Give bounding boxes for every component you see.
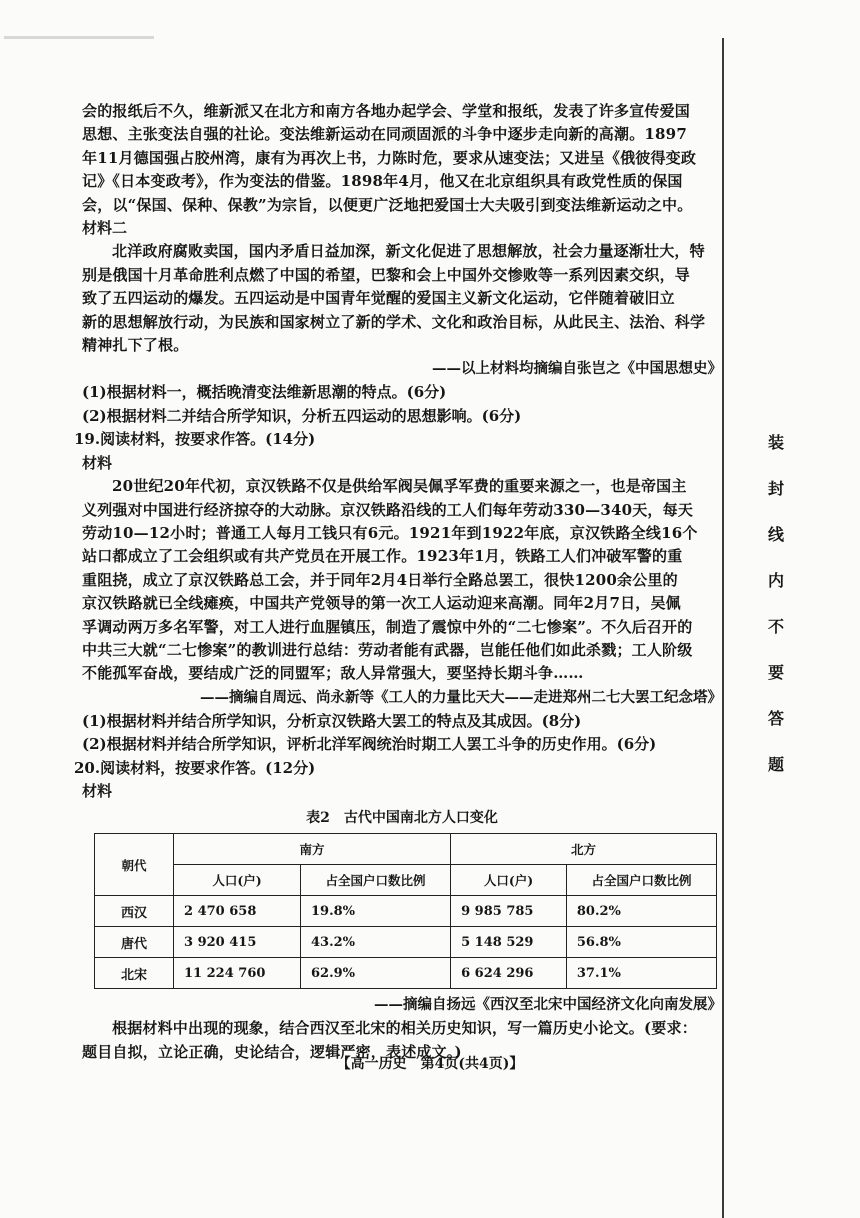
text-line: 重阻挠，成立了京汉铁路总工会，并于同年2月4日举行全路总罢工，很快1200余公里的 xyxy=(82,570,678,589)
text-line: 北洋政府腐败卖国，国内矛盾日益加深，新文化促进了思想解放，社会力量逐渐壮大，特 xyxy=(112,242,705,261)
header-north-pop: 人口(户) xyxy=(451,865,567,896)
text-line: 京汉铁路就已全线瘫痪，中国共产党领导的第一次工人运动迎来高潮。同年2月7日，吴佩 xyxy=(82,594,681,613)
text-line: 新的思想解放行动，为民族和国家树立了新的学术、文化和政治目标，从此民主、法治、科学 xyxy=(82,312,706,331)
text-line: 年11月德国强占胶州湾，康有为再次上书，力陈时危，要求从速变法；又进呈《俄彼得变政 xyxy=(82,148,697,167)
material-2-title: 材料二 xyxy=(82,219,128,238)
material-1-continued xyxy=(82,100,722,217)
cell-north-pop: 9 985 785 xyxy=(451,896,567,927)
binding-char: 答 xyxy=(767,709,784,728)
cell-south-pop: 3 920 415 xyxy=(174,927,301,958)
text-line: 致了五四运动的爆发。五四运动是中国青年觉醒的爱国主义新文化运动，它伴随着破旧立 xyxy=(82,289,675,308)
text-line: 精神扎下了根。 xyxy=(82,336,189,355)
text-line: 劳动10—12小时；普通工人每月工钱只有6元。1921年到1922年底，京汉铁路全线16个 xyxy=(82,523,698,542)
table-caption: 表2 古代中国南北方人口变化 xyxy=(306,810,498,827)
cell-south-pop: 11 224 760 xyxy=(174,958,301,989)
text-line: 中共三大就“二七惨案”的教训进行总结：劳动者能有武器，岂能任他们如此杀戮；工人阶级 xyxy=(82,640,693,659)
text-line: 义列强对中国进行经济掠夺的大动脉。京汉铁路沿线的工人们每年劳动330—340天，每天 xyxy=(82,500,694,519)
cell-south-pop: 2 470 658 xyxy=(174,896,301,927)
table-subheader-row xyxy=(95,865,717,896)
table-row xyxy=(95,927,717,958)
page-content xyxy=(74,100,722,1064)
cell-dynasty: 西汉 xyxy=(95,896,174,927)
binding-char: 内 xyxy=(767,571,784,590)
binding-char: 题 xyxy=(767,755,784,774)
cell-north-ratio: 80.2% xyxy=(566,896,716,927)
material-19 xyxy=(82,475,722,686)
cell-dynasty: 唐代 xyxy=(95,927,174,958)
binding-char: 装 xyxy=(767,433,784,452)
text-line: 记》《日本变政考》，作为变法的借鉴。1898年4月，他又在北京组织具有政党性质的保国 xyxy=(82,172,683,191)
text-line: 站口都成立了工会组织或有共产党员在开展工作。1923年1月，铁路工人们冲破军警的重 xyxy=(82,547,683,566)
source-citation: ——摘编自扬远《西汉至北宋中国经济文化向南发展》 xyxy=(374,996,722,1014)
binding-notice xyxy=(766,430,786,798)
question-19-2: (2)根据材料并结合所学知识，评析北洋军阀统治时期工人罢工斗争的历史作用。(6分) xyxy=(82,735,657,754)
text-line: 会的报纸后不久，维新派又在北方和南方各地办起学会、学堂和报纸，发表了许多宣传爱国 xyxy=(82,102,691,120)
cell-north-pop: 5 148 529 xyxy=(451,927,567,958)
header-north-ratio: 占全国户口数比例 xyxy=(566,865,716,896)
cell-north-pop: 6 624 296 xyxy=(451,958,567,989)
material-2 xyxy=(82,240,722,357)
table-row xyxy=(95,958,717,989)
material-label: 材料 xyxy=(82,781,113,800)
text-line: 20世纪20年代初，京汉铁路不仅是供给军阀吴佩孚军费的重要来源之一，也是帝国主 xyxy=(112,477,687,496)
header-north: 北方 xyxy=(451,834,717,865)
text-line: 会，以“保国、保种、保教”为宗旨，以便更广泛地把爱国士大夫吸引到变法维新运动之中。 xyxy=(82,195,693,214)
text-line: 题目自拟，立论正确，史论结合，逻辑严密，表述成文。) xyxy=(82,1042,462,1061)
question-20-heading: 20.阅读材料，按要求作答。(12分) xyxy=(74,758,316,777)
text-line: 根据材料中出现的现象，结合西汉至北宋的相关历史知识，写一篇历史小论文。(要求： xyxy=(112,1019,697,1038)
question-18-2: (2)根据材料二并结合所学知识，分析五四运动的思想影响。(6分) xyxy=(82,406,522,425)
header-dynasty: 朝代 xyxy=(95,834,174,896)
binding-char: 线 xyxy=(767,525,784,544)
binding-line xyxy=(722,38,724,1218)
population-table xyxy=(94,833,717,989)
text-line: 不能孤军奋战，要结成广泛的同盟军；敌人异常强大，要坚持长期斗争…… xyxy=(82,664,584,683)
question-19-heading: 19.阅读材料，按要求作答。(14分) xyxy=(74,430,316,449)
table-header-row xyxy=(95,834,717,865)
text-line: 思想、主张变法自强的社论。变法维新运动在同顽固派的斗争中逐步走向新的高潮。1897 xyxy=(82,125,687,144)
source-citation: ——以上材料均摘编自张岂之《中国思想史》 xyxy=(432,360,722,378)
question-18-1: (1)根据材料一，概括晚清变法维新思潮的特点。(6分) xyxy=(82,383,447,402)
cell-north-ratio: 56.8% xyxy=(566,927,716,958)
scan-mark xyxy=(4,36,154,39)
binding-char: 封 xyxy=(767,479,784,498)
text-line: 别是俄国十月革命胜利点燃了中国的希望，巴黎和会上中国外交惨败等一系列因素交织，导 xyxy=(82,265,691,284)
header-south-ratio: 占全国户口数比例 xyxy=(301,865,451,896)
cell-south-ratio: 43.2% xyxy=(301,927,451,958)
text-line: 孚调动两万多名军警，对工人进行血腥镇压，制造了震惊中外的“二七惨案”。不久后召开的 xyxy=(82,617,693,636)
binding-char: 要 xyxy=(767,663,784,682)
table-row xyxy=(95,896,717,927)
page-footer: 【高一历史 第4页(共4页)】 xyxy=(336,1056,524,1072)
cell-north-ratio: 37.1% xyxy=(566,958,716,989)
header-south-pop: 人口(户) xyxy=(174,865,301,896)
question-19-1: (1)根据材料并结合所学知识，分析京汉铁路大罢工的特点及其成因。(8分) xyxy=(82,711,582,730)
material-label: 材料 xyxy=(82,453,113,472)
cell-south-ratio: 19.8% xyxy=(301,896,451,927)
binding-char: 不 xyxy=(767,617,784,636)
cell-south-ratio: 62.9% xyxy=(301,958,451,989)
source-citation: ——摘编自周远、尚永新等《工人的力量比天大——走进郑州二七大罢工纪念塔》 xyxy=(200,688,722,706)
header-south: 南方 xyxy=(174,834,451,865)
cell-dynasty: 北宋 xyxy=(95,958,174,989)
